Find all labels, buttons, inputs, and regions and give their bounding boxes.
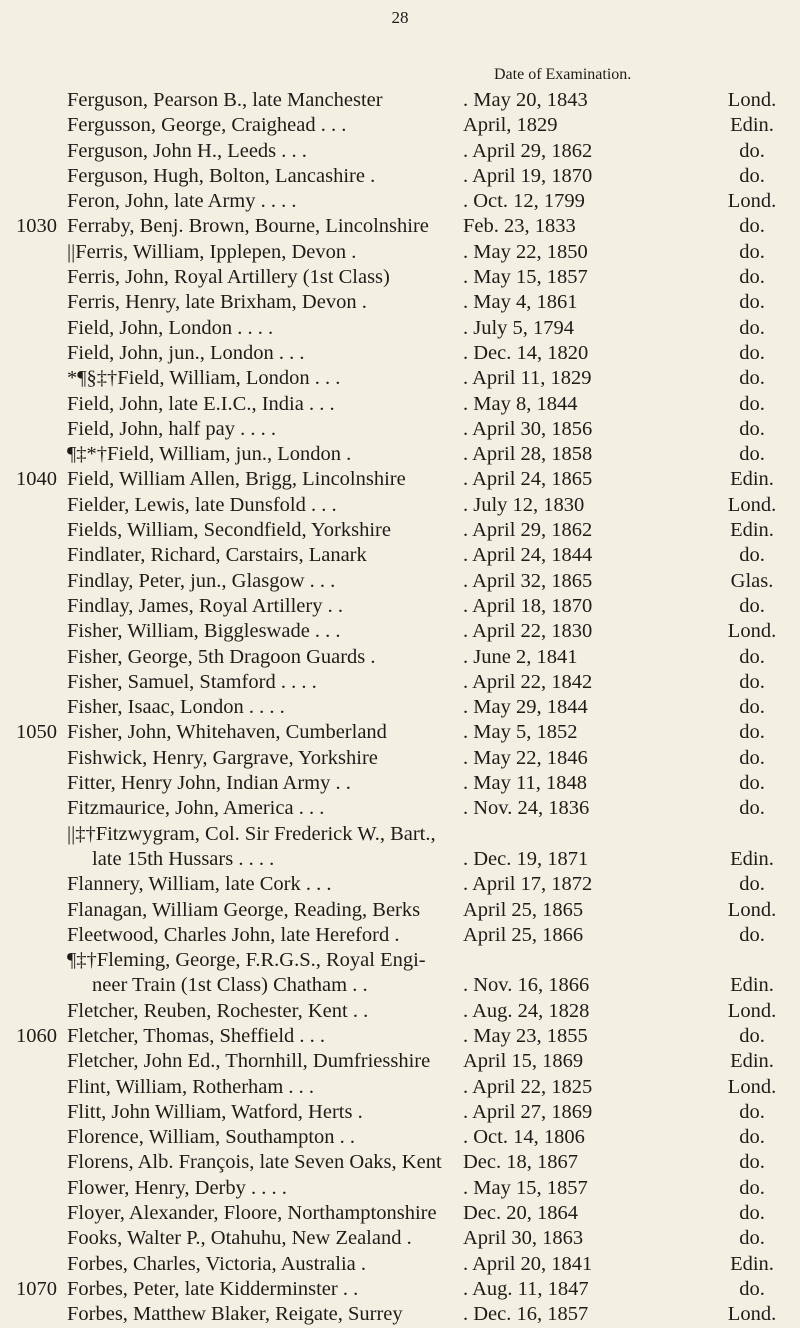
register-entry [0, 543, 800, 568]
entry-date: . April 29, 1862 [463, 519, 593, 542]
register-entry [0, 999, 800, 1024]
entry-name: Ferris, John, Royal Artillery (1st Class) [67, 266, 390, 289]
entry-date: . April 11, 1829 [463, 367, 592, 390]
entry-name: ¶‡*†Field, William, jun., London . [67, 443, 352, 466]
entry-date: April, 1829 [463, 114, 558, 137]
entry-board: do. [739, 1100, 765, 1123]
register-entry [0, 594, 800, 619]
register-entry [0, 1277, 800, 1302]
entry-board: do. [739, 240, 765, 263]
entry-board: Lond. [727, 493, 777, 516]
entry-date: . Oct. 14, 1806 [463, 1126, 585, 1149]
entry-date: . April 24, 1865 [463, 468, 593, 491]
register-entry [0, 1302, 800, 1327]
entry-date: . May 11, 1848 [463, 772, 587, 795]
entry-name: Fisher, George, 5th Dragoon Guards . [67, 645, 376, 668]
entry-name: ||‡†Fitzwygram, Col. Sir Frederick W., Bart., [67, 822, 436, 845]
entry-name: Findlay, James, Royal Artillery . . [67, 594, 343, 617]
register-entry [0, 265, 800, 290]
register-entry [0, 771, 800, 796]
register-entry [0, 189, 800, 214]
entry-name: Ferguson, John H., Leeds . . . [67, 139, 307, 162]
register-entry [0, 493, 800, 518]
entry-date: April 15, 1869 [463, 1050, 584, 1073]
register-entry [0, 670, 800, 695]
register-entry [0, 1075, 800, 1100]
entry-board: do. [739, 873, 765, 896]
entry-board: do. [739, 544, 765, 567]
entry-board: do. [739, 1151, 765, 1174]
entry-board: Lond. [727, 1075, 777, 1098]
register-entry [0, 290, 800, 315]
entry-board: do. [739, 1277, 765, 1300]
register-entries [0, 88, 800, 1328]
entry-date: . Dec. 14, 1820 [463, 341, 589, 364]
register-entry [0, 695, 800, 720]
entry-name: Fisher, Isaac, London . . . . [67, 696, 285, 719]
entry-date: . Aug. 11, 1847 [463, 1277, 589, 1300]
entry-date: . Nov. 16, 1866 [463, 974, 590, 997]
entry-board: Lond. [727, 89, 777, 111]
entry-number: 1050 [16, 721, 57, 744]
entry-date: . April 22, 1830 [463, 620, 593, 643]
date-column-header: Date of Examination. [494, 66, 632, 83]
entry-board: Edin. [730, 1252, 774, 1275]
entry-name: Fisher, William, Biggleswade . . . [67, 620, 341, 643]
register-entry [0, 341, 800, 366]
entry-board: do. [739, 266, 765, 289]
entry-board: do. [739, 139, 765, 162]
entry-board: Glas. [730, 569, 774, 592]
entry-name: Flanagan, William George, Reading, Berks [67, 898, 421, 921]
entry-name: Fishwick, Henry, Gargrave, Yorkshire [67, 746, 378, 769]
entry-date: . May 23, 1855 [463, 1024, 588, 1047]
entry-name: Floyer, Alexander, Floore, Northamptonshire [67, 1202, 437, 1225]
page-number: 28 [391, 8, 409, 27]
entry-date: . May 8, 1844 [463, 392, 578, 415]
entry-date: . April 27, 1869 [463, 1100, 593, 1123]
register-entry [0, 1125, 800, 1150]
entry-board: do. [739, 923, 765, 946]
register-entry [0, 746, 800, 771]
entry-name: Forbes, Charles, Victoria, Australia . [67, 1252, 367, 1275]
entry-date: . April 22, 1825 [463, 1075, 593, 1098]
register-entry [0, 139, 800, 164]
entry-date: . Oct. 12, 1799 [463, 190, 585, 213]
entry-board: Edin. [730, 847, 774, 870]
entry-date: . April 20, 1841 [463, 1252, 593, 1275]
entry-name: *¶§‡†Field, William, London . . . [67, 367, 341, 390]
entry-number: 1060 [16, 1024, 57, 1047]
register-entry [0, 467, 800, 492]
entry-date: . May 4, 1861 [463, 291, 578, 314]
entry-board: do. [739, 367, 765, 390]
entry-name: Field, William Allen, Brigg, Lincolnshire [67, 468, 406, 491]
register-entry [0, 569, 800, 594]
entry-name: Flitt, John William, Watford, Herts . [67, 1100, 363, 1123]
entry-board: Edin. [730, 974, 774, 997]
entry-date: . June 2, 1841 [463, 645, 578, 668]
entry-date: . April 18, 1870 [463, 594, 593, 617]
entry-board: do. [739, 594, 765, 617]
register-entry [0, 442, 800, 467]
entry-name: Fergusson, George, Craighead . . . [67, 114, 347, 137]
entry-board: do. [739, 316, 765, 339]
entry-date: April 25, 1865 [463, 898, 584, 921]
entry-number: 1040 [16, 468, 57, 491]
register-entry [0, 366, 800, 391]
entry-date: . April 32, 1865 [463, 569, 593, 592]
register-entry [0, 1049, 800, 1074]
entry-name: Fisher, John, Whitehaven, Cumberland [67, 721, 387, 744]
register-entry [0, 240, 800, 265]
entry-date: . Dec. 16, 1857 [463, 1303, 589, 1326]
entry-board: do. [739, 1227, 765, 1250]
register-entry [0, 518, 800, 543]
register-entry [0, 392, 800, 417]
entry-date: . April 29, 1862 [463, 139, 593, 162]
entry-date: . Nov. 24, 1836 [463, 797, 590, 820]
entry-board: do. [739, 1176, 765, 1199]
entry-board: Lond. [727, 898, 777, 921]
entry-name: neer Train (1st Class) Chatham . . [92, 974, 368, 997]
register-entry [0, 1100, 800, 1125]
register-entry [0, 214, 800, 239]
entry-date: April 25, 1866 [463, 923, 584, 946]
register-entry [0, 973, 800, 998]
entry-board: do. [739, 1126, 765, 1149]
entry-name: Fitzmaurice, John, America . . . [67, 797, 325, 820]
entry-name: Fields, William, Secondfield, Yorkshire [67, 519, 391, 542]
entry-name: Fleetwood, Charles John, late Hereford . [67, 923, 400, 946]
entry-name: Forbes, Peter, late Kidderminster . . [67, 1277, 359, 1300]
register-entry [0, 316, 800, 341]
register-entry [0, 645, 800, 670]
entry-name: Fitter, Henry John, Indian Army . . [67, 772, 351, 795]
entry-date: . May 15, 1857 [463, 266, 588, 289]
entry-board: do. [739, 341, 765, 364]
entry-name: Field, John, half pay . . . . [67, 417, 276, 440]
entry-board: do. [739, 291, 765, 314]
entry-board: do. [739, 1024, 765, 1047]
entry-date: . Dec. 19, 1871 [463, 847, 589, 870]
entry-date: . May 22, 1850 [463, 240, 588, 263]
entry-board: do. [739, 772, 765, 795]
entry-board: do. [739, 696, 765, 719]
register-entry [0, 164, 800, 189]
register-entry [0, 88, 800, 113]
entry-date: Feb. 23, 1833 [463, 215, 576, 238]
entry-date: . April 17, 1872 [463, 873, 593, 896]
register-entry [0, 872, 800, 897]
entry-name: ||Ferris, William, Ipplepen, Devon . [67, 240, 357, 263]
entry-name: Ferraby, Benj. Brown, Bourne, Lincolnshire [67, 215, 429, 238]
entry-board: do. [739, 392, 765, 415]
entry-date: . May 5, 1852 [463, 721, 578, 744]
entry-board: do. [739, 417, 765, 440]
entry-name: Ferguson, Pearson B., late Manchester [67, 89, 383, 111]
entry-board: Edin. [730, 114, 774, 137]
entry-name: ¶‡†Fleming, George, F.R.G.S., Royal Engi- [67, 949, 426, 972]
register-entry [0, 1226, 800, 1251]
register-entry [0, 1252, 800, 1277]
entry-name: Feron, John, late Army . . . . [67, 190, 297, 213]
register-entry [0, 948, 800, 973]
register-entry [0, 113, 800, 138]
entry-date: . July 5, 1794 [463, 316, 575, 339]
entry-board: do. [739, 164, 765, 187]
entry-name: Flannery, William, late Cork . . . [67, 873, 332, 896]
entry-date: Dec. 20, 1864 [463, 1202, 579, 1225]
entry-name: Forbes, Matthew Blaker, Reigate, Surrey [67, 1303, 403, 1326]
register-entry [0, 898, 800, 923]
entry-date: . May 20, 1843 [463, 89, 588, 111]
entry-name: Fielder, Lewis, late Dunsfold . . . [67, 493, 337, 516]
entry-board: do. [739, 215, 765, 238]
entry-date: . May 29, 1844 [463, 696, 588, 719]
entry-board: do. [739, 670, 765, 693]
entry-board: Edin. [730, 468, 774, 491]
entry-name: Flower, Henry, Derby . . . . [67, 1176, 287, 1199]
entry-name: Fletcher, John Ed., Thornhill, Dumfriesshire [67, 1050, 431, 1073]
entry-name: Fletcher, Reuben, Rochester, Kent . . [67, 999, 369, 1022]
entry-board: Edin. [730, 1050, 774, 1073]
entry-board: do. [739, 1202, 765, 1225]
entry-name: Findlater, Richard, Carstairs, Lanark [67, 544, 367, 567]
entry-name: Florence, William, Southampton . . [67, 1126, 356, 1149]
register-entry [0, 923, 800, 948]
entry-board: Lond. [727, 1303, 777, 1326]
entry-board: do. [739, 721, 765, 744]
entry-date: . April 22, 1842 [463, 670, 593, 693]
entry-name: Florens, Alb. François, late Seven Oaks, Kent [67, 1151, 442, 1174]
entry-name: Fooks, Walter P., Otahuhu, New Zealand . [67, 1227, 412, 1250]
entry-board: Lond. [727, 190, 777, 213]
entry-name: Field, John, late E.I.C., India . . . [67, 392, 335, 415]
entry-name: Findlay, Peter, jun., Glasgow . . . [67, 569, 336, 592]
entry-date: April 30, 1863 [463, 1227, 584, 1250]
register-entry [0, 1201, 800, 1226]
register-entry [0, 619, 800, 644]
entry-board: do. [739, 797, 765, 820]
register-entry [0, 1024, 800, 1049]
entry-board: Lond. [727, 620, 777, 643]
register-entry [0, 720, 800, 745]
entry-date: . April 30, 1856 [463, 417, 593, 440]
entry-date: . July 12, 1830 [463, 493, 585, 516]
register-entry [0, 796, 800, 821]
entry-date: . April 19, 1870 [463, 164, 593, 187]
entry-name: Ferguson, Hugh, Bolton, Lancashire . [67, 164, 376, 187]
register-entry [0, 1176, 800, 1201]
entry-name: Ferris, Henry, late Brixham, Devon . [67, 291, 367, 314]
entry-date: Dec. 18, 1867 [463, 1151, 579, 1174]
register-entry [0, 847, 800, 872]
entry-date: . May 22, 1846 [463, 746, 588, 769]
entry-date: . May 15, 1857 [463, 1176, 588, 1199]
register-entry [0, 1150, 800, 1175]
entry-name: Field, John, London . . . . [67, 316, 274, 339]
entry-date: . April 28, 1858 [463, 443, 593, 466]
entry-number: 1030 [16, 215, 57, 238]
entry-board: Edin. [730, 519, 774, 542]
entry-number: 1070 [16, 1277, 57, 1300]
register-entry [0, 417, 800, 442]
entry-board: Lond. [727, 999, 777, 1022]
entry-date: . April 24, 1844 [463, 544, 593, 567]
entry-board: do. [739, 746, 765, 769]
entry-name: Flint, William, Rotherham . . . [67, 1075, 315, 1098]
register-entry [0, 822, 800, 847]
entry-board: do. [739, 645, 765, 668]
entry-date: . Aug. 24, 1828 [463, 999, 590, 1022]
entry-name: Field, John, jun., London . . . [67, 341, 305, 364]
entry-name: late 15th Hussars . . . . [92, 847, 275, 870]
entry-board: do. [739, 443, 765, 466]
entry-name: Fletcher, Thomas, Sheffield . . . [67, 1024, 326, 1047]
entry-name: Fisher, Samuel, Stamford . . . . [67, 670, 317, 693]
